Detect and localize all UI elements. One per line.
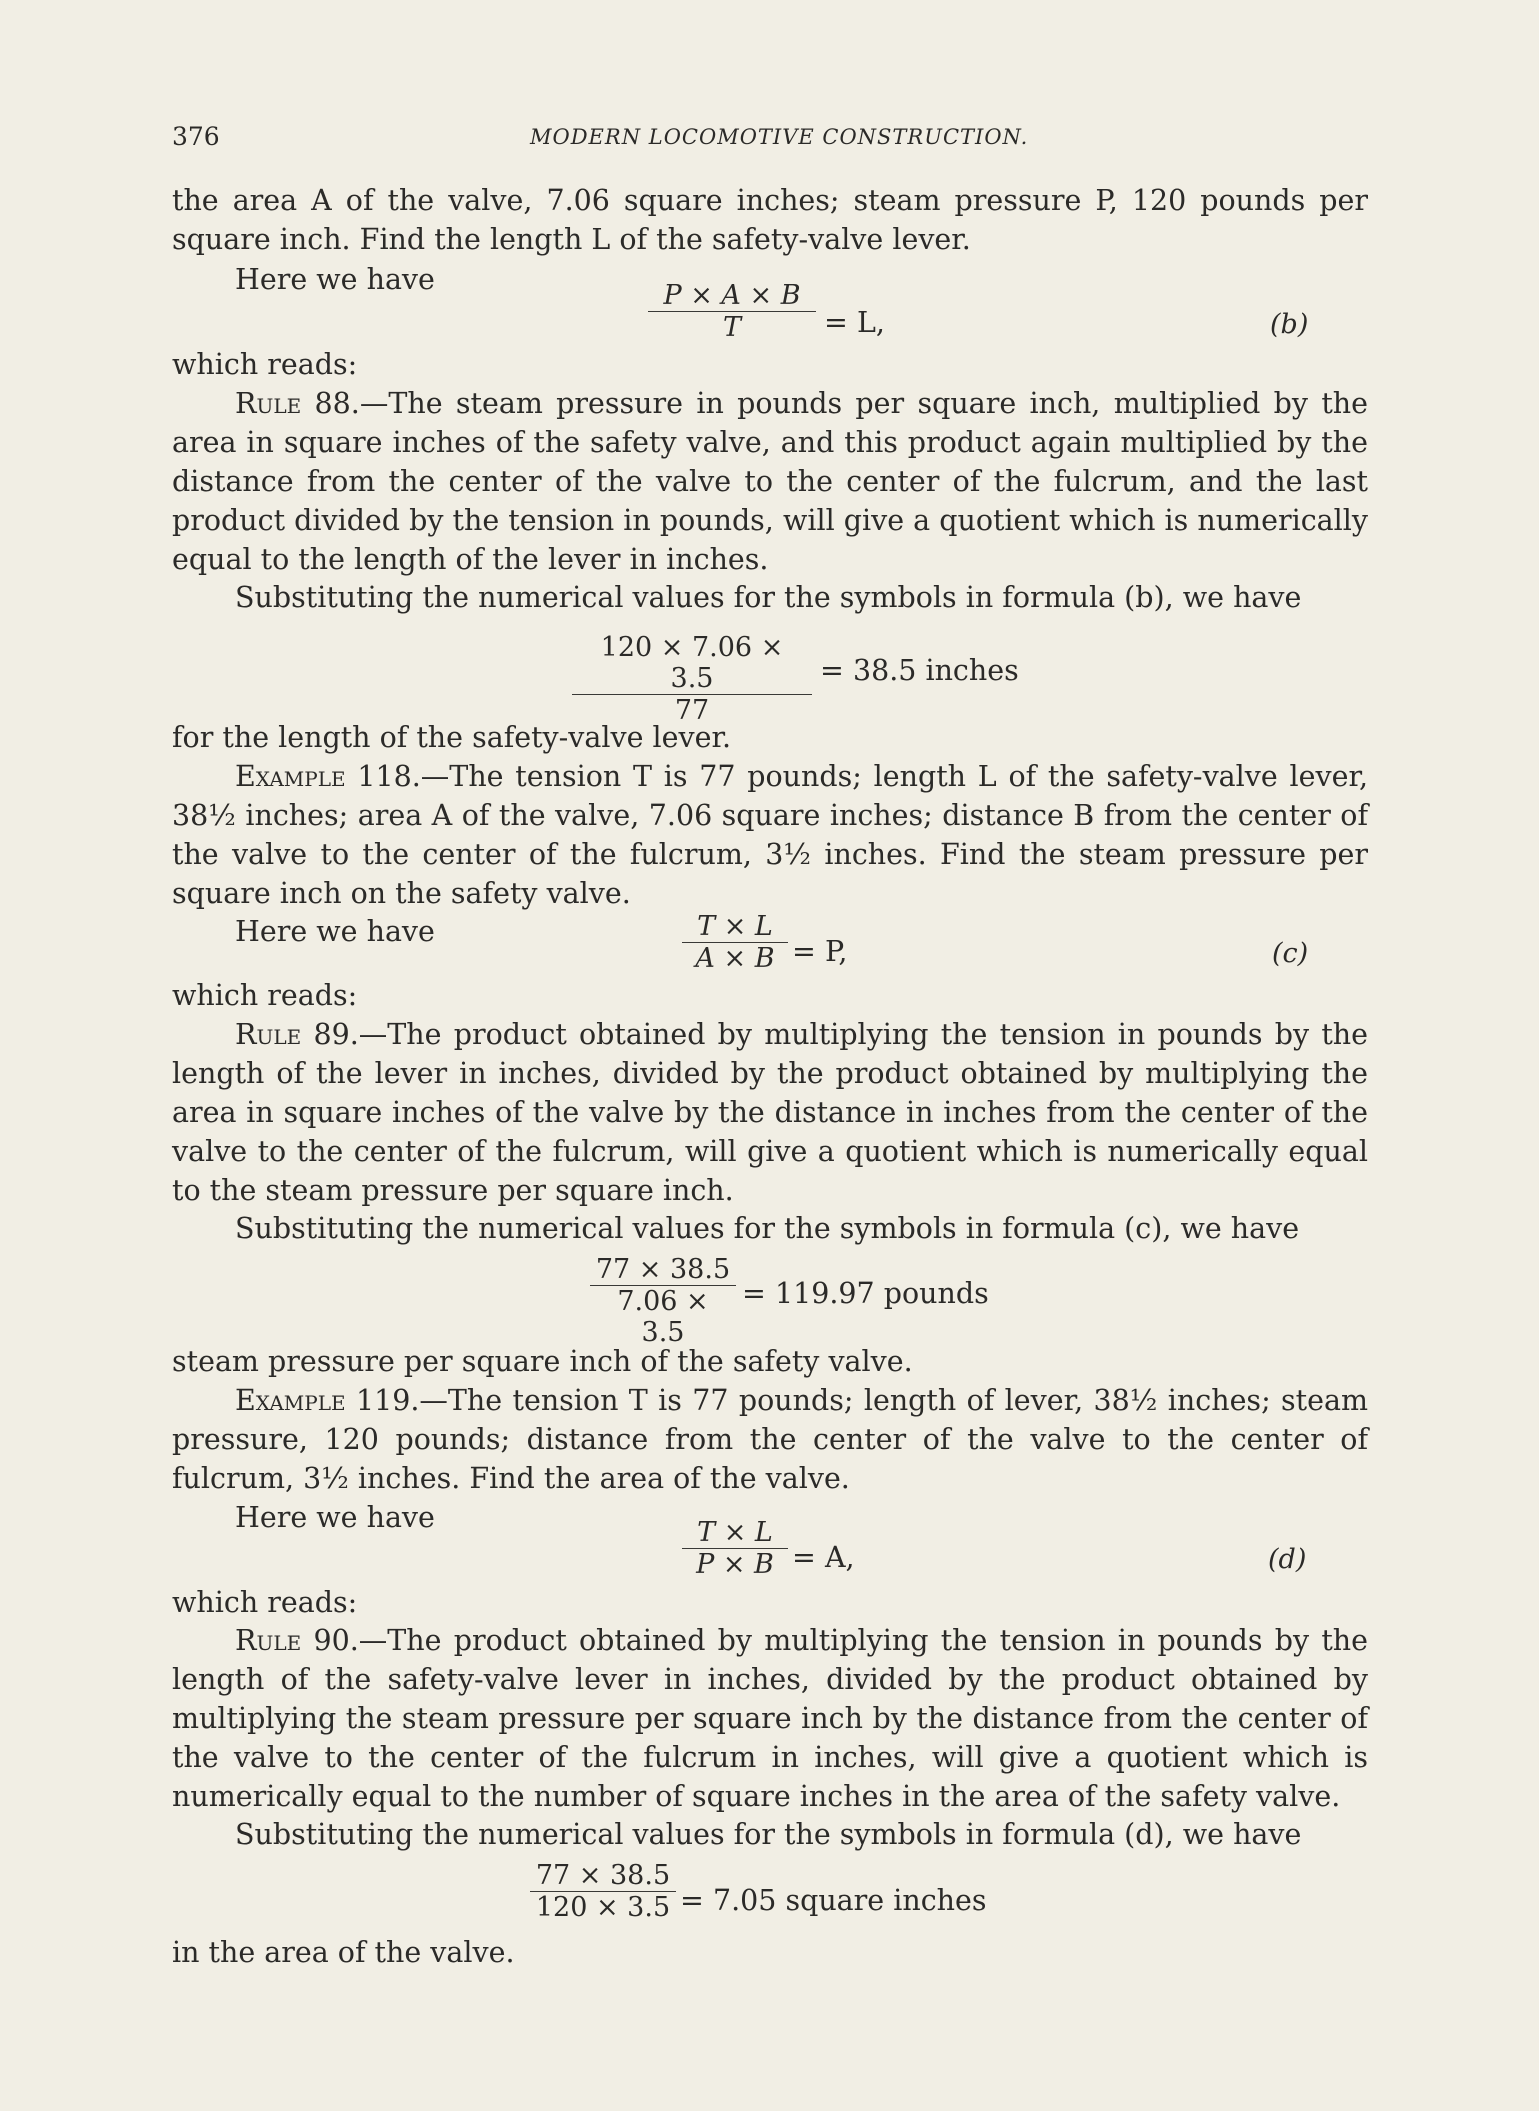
formula-b-fraction	[648, 280, 816, 343]
formula-c-result: = P,	[792, 935, 848, 968]
rule-label: Rule	[235, 1018, 302, 1051]
rule-89-text: 89.—The product obtained by multiplying the tension in pounds by the length of the lever in inches, divided by the product obtained by multiplying the area in square inches of the valve by the distance in inches from the center of the valve to the center of the fulcrum, will give a quotient which is numerically equal to the steam pressure per square inch.	[172, 1018, 1368, 1207]
after-calc-d: in the area of the valve.	[172, 1936, 515, 1969]
formula-b-denominator: T	[722, 312, 741, 343]
formula-b-result: = L,	[824, 306, 885, 339]
rule-90	[172, 1621, 1368, 1816]
example-119-text: 119.—The tension T is 77 pounds; length of lever, 38½ inches; steam pressure, 120 pounds; distance from the center of the valve to the center of fulcrum, 3½ inches. Find the area of the valve.	[172, 1384, 1368, 1495]
substituting-d: Substituting the numerical values for the symbols in formula (d), we have	[235, 1818, 1302, 1851]
which-reads-1: which reads:	[172, 348, 358, 381]
formula-b-tag: (b)	[1270, 309, 1309, 340]
rule-90-text: 90.—The product obtained by multiplying the tension in pounds by the length of the safety-valve lever in inches, divided by the product obtained by multiplying the steam pressure per square inch by the distance from the center of the valve to the center of the fulcrum in inches, will give a quotient which is numerically equal to the number of square inches in the area of the safety valve.	[172, 1624, 1368, 1813]
calc-c-denominator: 7.06 × 3.5	[617, 1286, 709, 1348]
formula-c-denominator: A × B	[695, 943, 775, 974]
here-we-have-2: Here we have	[235, 915, 435, 948]
formula-b-numerator: P × A × B	[663, 280, 801, 311]
formula-d-tag: (d)	[1268, 1544, 1307, 1575]
rule-88-text: 88.—The steam pressure in pounds per square inch, multiplied by the area in square inches of the safety valve, and this product again multiplied by the distance from the center of the valve to the center of the fulcrum, and the last product divided by the tension in pounds, will give a quotient which is numerically equal to the length of the lever in inches.	[172, 387, 1368, 576]
example-label: Example	[235, 1384, 346, 1417]
calc-d-fraction	[530, 1860, 676, 1923]
here-we-have-1: Here we have	[235, 263, 435, 296]
example-label: Example	[235, 760, 346, 793]
calc-c-fraction	[590, 1254, 736, 1348]
substituting-c: Substituting the numerical values for the symbols in formula (c), we have	[235, 1212, 1300, 1245]
paragraph-intro: the area A of the valve, 7.06 square inches; steam pressure P, 120 pounds per square inch. Find the length L of the safety-valve lever.	[172, 184, 1368, 256]
page-number: 376	[172, 122, 220, 151]
calc-b-result: = 38.5 inches	[820, 654, 1019, 687]
calc-b-denominator: 77	[674, 695, 710, 726]
example-118	[172, 757, 1368, 913]
after-calc-c: steam pressure per square inch of the safety valve.	[172, 1345, 913, 1378]
formula-c-tag: (c)	[1272, 938, 1309, 969]
calc-b-numerator: 120 × 7.06 × 3.5	[600, 632, 784, 694]
running-title: MODERN LOCOMOTIVE CONSTRUCTION.	[530, 125, 1029, 149]
rule-label: Rule	[235, 387, 302, 420]
calc-d-denominator: 120 × 3.5	[535, 1892, 671, 1923]
rule-label: Rule	[235, 1624, 302, 1657]
example-118-text: 118.—The tension T is 77 pounds; length L of the safety-valve lever, 38½ inches; area A of the valve, 7.06 square inches; distance B from the center of the valve to the center of the fulcrum, 3½ inches. Find the steam pressure per square inch on the safety valve.	[172, 760, 1368, 910]
formula-c-fraction	[682, 911, 788, 974]
calc-b-fraction	[572, 632, 812, 726]
example-119	[172, 1381, 1368, 1498]
after-calc-b: for the length of the safety-valve lever.	[172, 721, 732, 754]
formula-c-numerator: T × L	[697, 911, 773, 942]
calc-d-result: = 7.05 square inches	[680, 1884, 987, 1917]
rule-88	[172, 384, 1368, 579]
formula-d-fraction	[682, 1517, 788, 1580]
formula-d-result: = A,	[792, 1541, 855, 1574]
calc-c-numerator: 77 × 38.5	[595, 1254, 731, 1285]
calc-c-result: = 119.97 pounds	[742, 1277, 989, 1310]
here-we-have-3: Here we have	[235, 1501, 435, 1534]
which-reads-2: which reads:	[172, 979, 358, 1012]
formula-d-denominator: P × B	[696, 1549, 774, 1580]
substituting-b: Substituting the numerical values for the symbols in formula (b), we have	[235, 581, 1302, 614]
calc-d-numerator: 77 × 38.5	[535, 1860, 671, 1891]
rule-89	[172, 1015, 1368, 1210]
formula-d-numerator: T × L	[697, 1517, 773, 1548]
which-reads-3: which reads:	[172, 1586, 358, 1619]
